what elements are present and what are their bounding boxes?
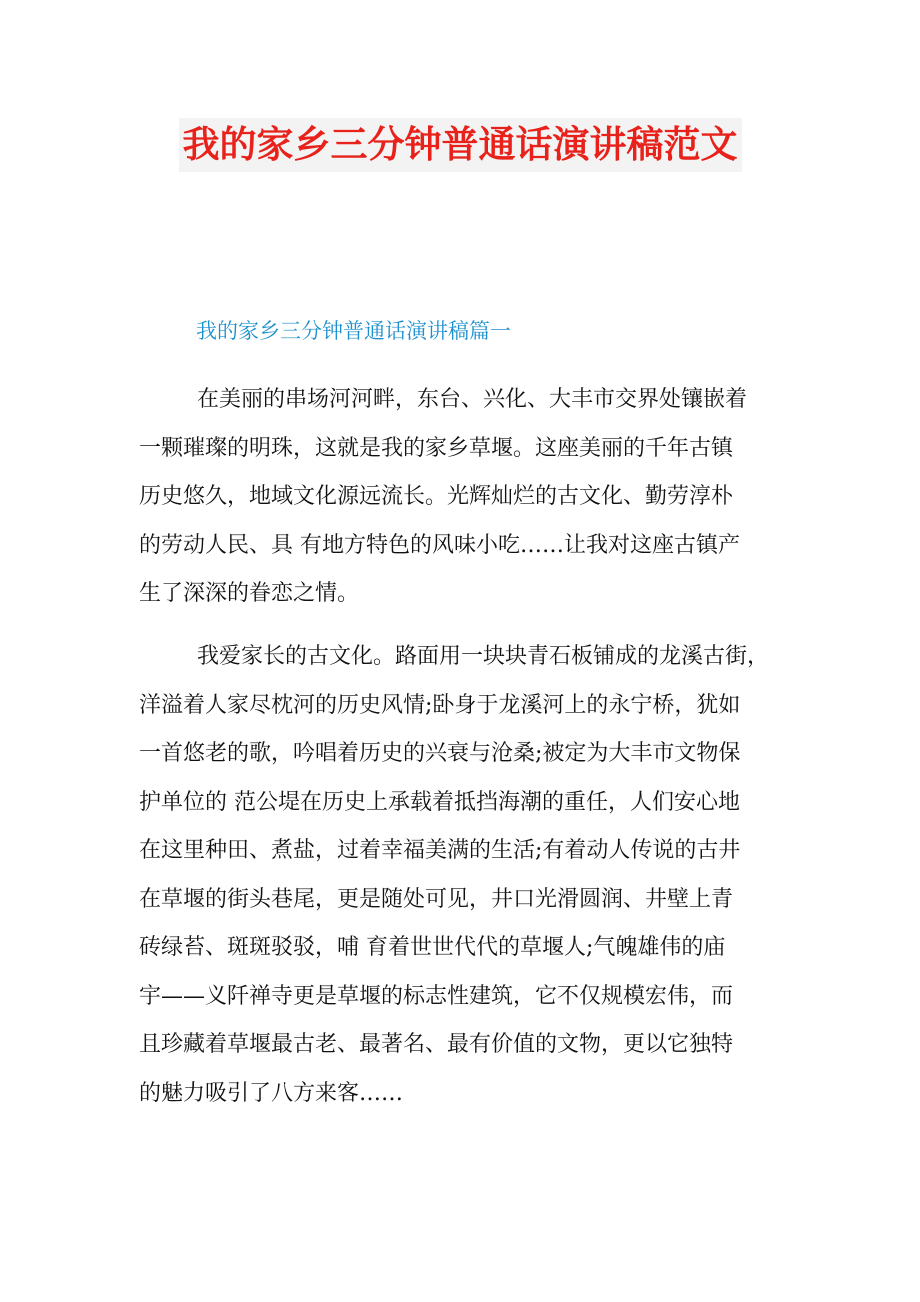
document-title-text: 我的家乡三分钟普通话演讲稿范文 <box>179 118 742 172</box>
paragraph-line: 生了深深的眷恋之情。 <box>139 581 360 606</box>
paragraph-line: 的魅力吸引了八方来客…… <box>139 1080 404 1106</box>
paragraph-line: 历史悠久，地域文化源远流长。光辉灿烂的古文化、勤劳淳朴 <box>139 484 734 509</box>
paragraph-line: 在这里种田、煮盐，过着幸福美满的生活;有着动人传说的古井 <box>139 838 741 863</box>
paragraph-line: 的劳动人民、具 有地方特色的风味小吃……让我对这座古镇产 <box>139 532 740 558</box>
paragraph-line: 宇——义阡禅寺更是草堰的标志性建筑，它不仅规模宏伟，而 <box>139 983 734 1009</box>
paragraph-line: 在美丽的串场河河畔，东台、兴化、大丰市交界处镶嵌着 <box>197 387 748 412</box>
paragraph-line: 一首悠老的歌，吟唱着历史的兴衰与沧桑;被定为大丰市文物保 <box>139 741 741 766</box>
paragraph-line: 护单位的 范公堤在历史上承载着抵挡海潮的重任，人们安心地 <box>139 789 740 815</box>
paragraph-line: 我爱家长的古文化。路面用一块块青石板铺成的龙溪古街， <box>197 644 770 669</box>
paragraph-1 <box>139 376 789 619</box>
paragraph-line: 在草堰的街头巷尾，更是随处可见，井口光滑圆润、井壁上青 <box>139 886 734 912</box>
paragraph-2 <box>139 633 789 1118</box>
paragraph-line: 一颗璀璨的明珠，这就是我的家乡草堰。这座美丽的千年古镇 <box>139 435 734 461</box>
section-heading: 我的家乡三分钟普通话演讲稿篇一 <box>196 319 511 343</box>
document-title <box>0 118 920 172</box>
paragraph-line: 洋溢着人家尽枕河的历史风情;卧身于龙溪河上的永宁桥，犹如 <box>139 692 741 718</box>
paragraph-line: 砖绿苔、斑斑驳驳，哺 育着世世代代的草堰人;气魄雄伟的庙 <box>139 935 726 960</box>
paragraph-line: 且珍藏着草堰最古老、最著名、最有价值的文物，更以它独特 <box>139 1032 734 1057</box>
